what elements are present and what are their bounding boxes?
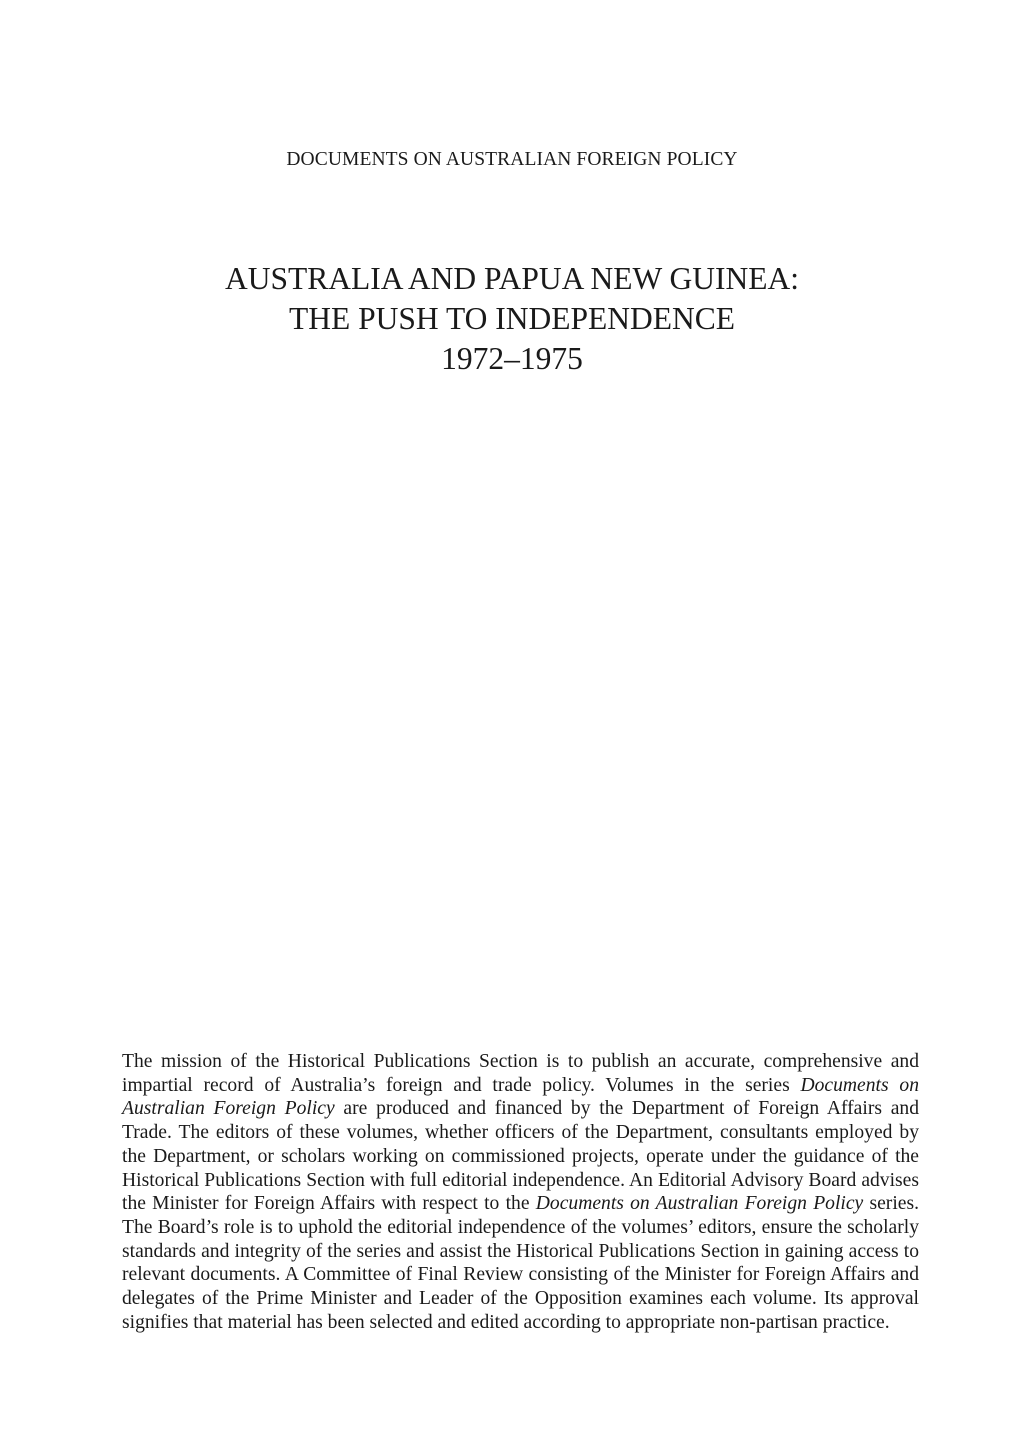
mission-text-1: The mission of the Historical Publications Section is to publish an accurate, comprehensive and impartial record of Australia’s foreign and trade policy. Volumes in the series: [122, 1051, 919, 1096]
volume-title: [0, 259, 1024, 379]
series-title: DOCUMENTS ON AUSTRALIAN FOREIGN POLICY: [286, 149, 738, 170]
volume-title-line-1: AUSTRALIA AND PAPUA NEW GUINEA:: [224, 261, 800, 296]
series-name-italic-1: Documents on Australian Foreign Policy: [122, 1074, 919, 1120]
mission-statement: [122, 1050, 919, 1334]
volume-title-years: 1972–1975: [441, 341, 583, 376]
volume-title-line-2: THE PUSH TO INDEPENDENCE: [289, 301, 735, 336]
mission-text-2: are produced and financed by the Department of Foreign Affairs and Trade. The editors of these volumes, whether officers of the Department, consultants employed by the Department, or scholars working on commissioned projects, operate under the guidance of the Historical Publications Section with full editorial independence. An Editorial Advisory Board advises the Minister for Foreign Affairs with respect to the: [122, 1098, 919, 1215]
mission-text-3: series. The Board’s role is to uphold the editorial independence of the volumes’ editors, ensure the scholarly standards and integrity of the series and assist the Historical Publications Section in gaining access to relevant documents. A Committee of Final Review consisting of the Minister for Foreign Affairs and delegates of the Prime Minister and Leader of the Opposition examines each volume. Its approval signifies that material has been selected and edited according to appropriate non-partisan practice.: [122, 1193, 919, 1333]
series-name-italic-2: Documents on Australian Foreign Policy: [535, 1193, 864, 1215]
